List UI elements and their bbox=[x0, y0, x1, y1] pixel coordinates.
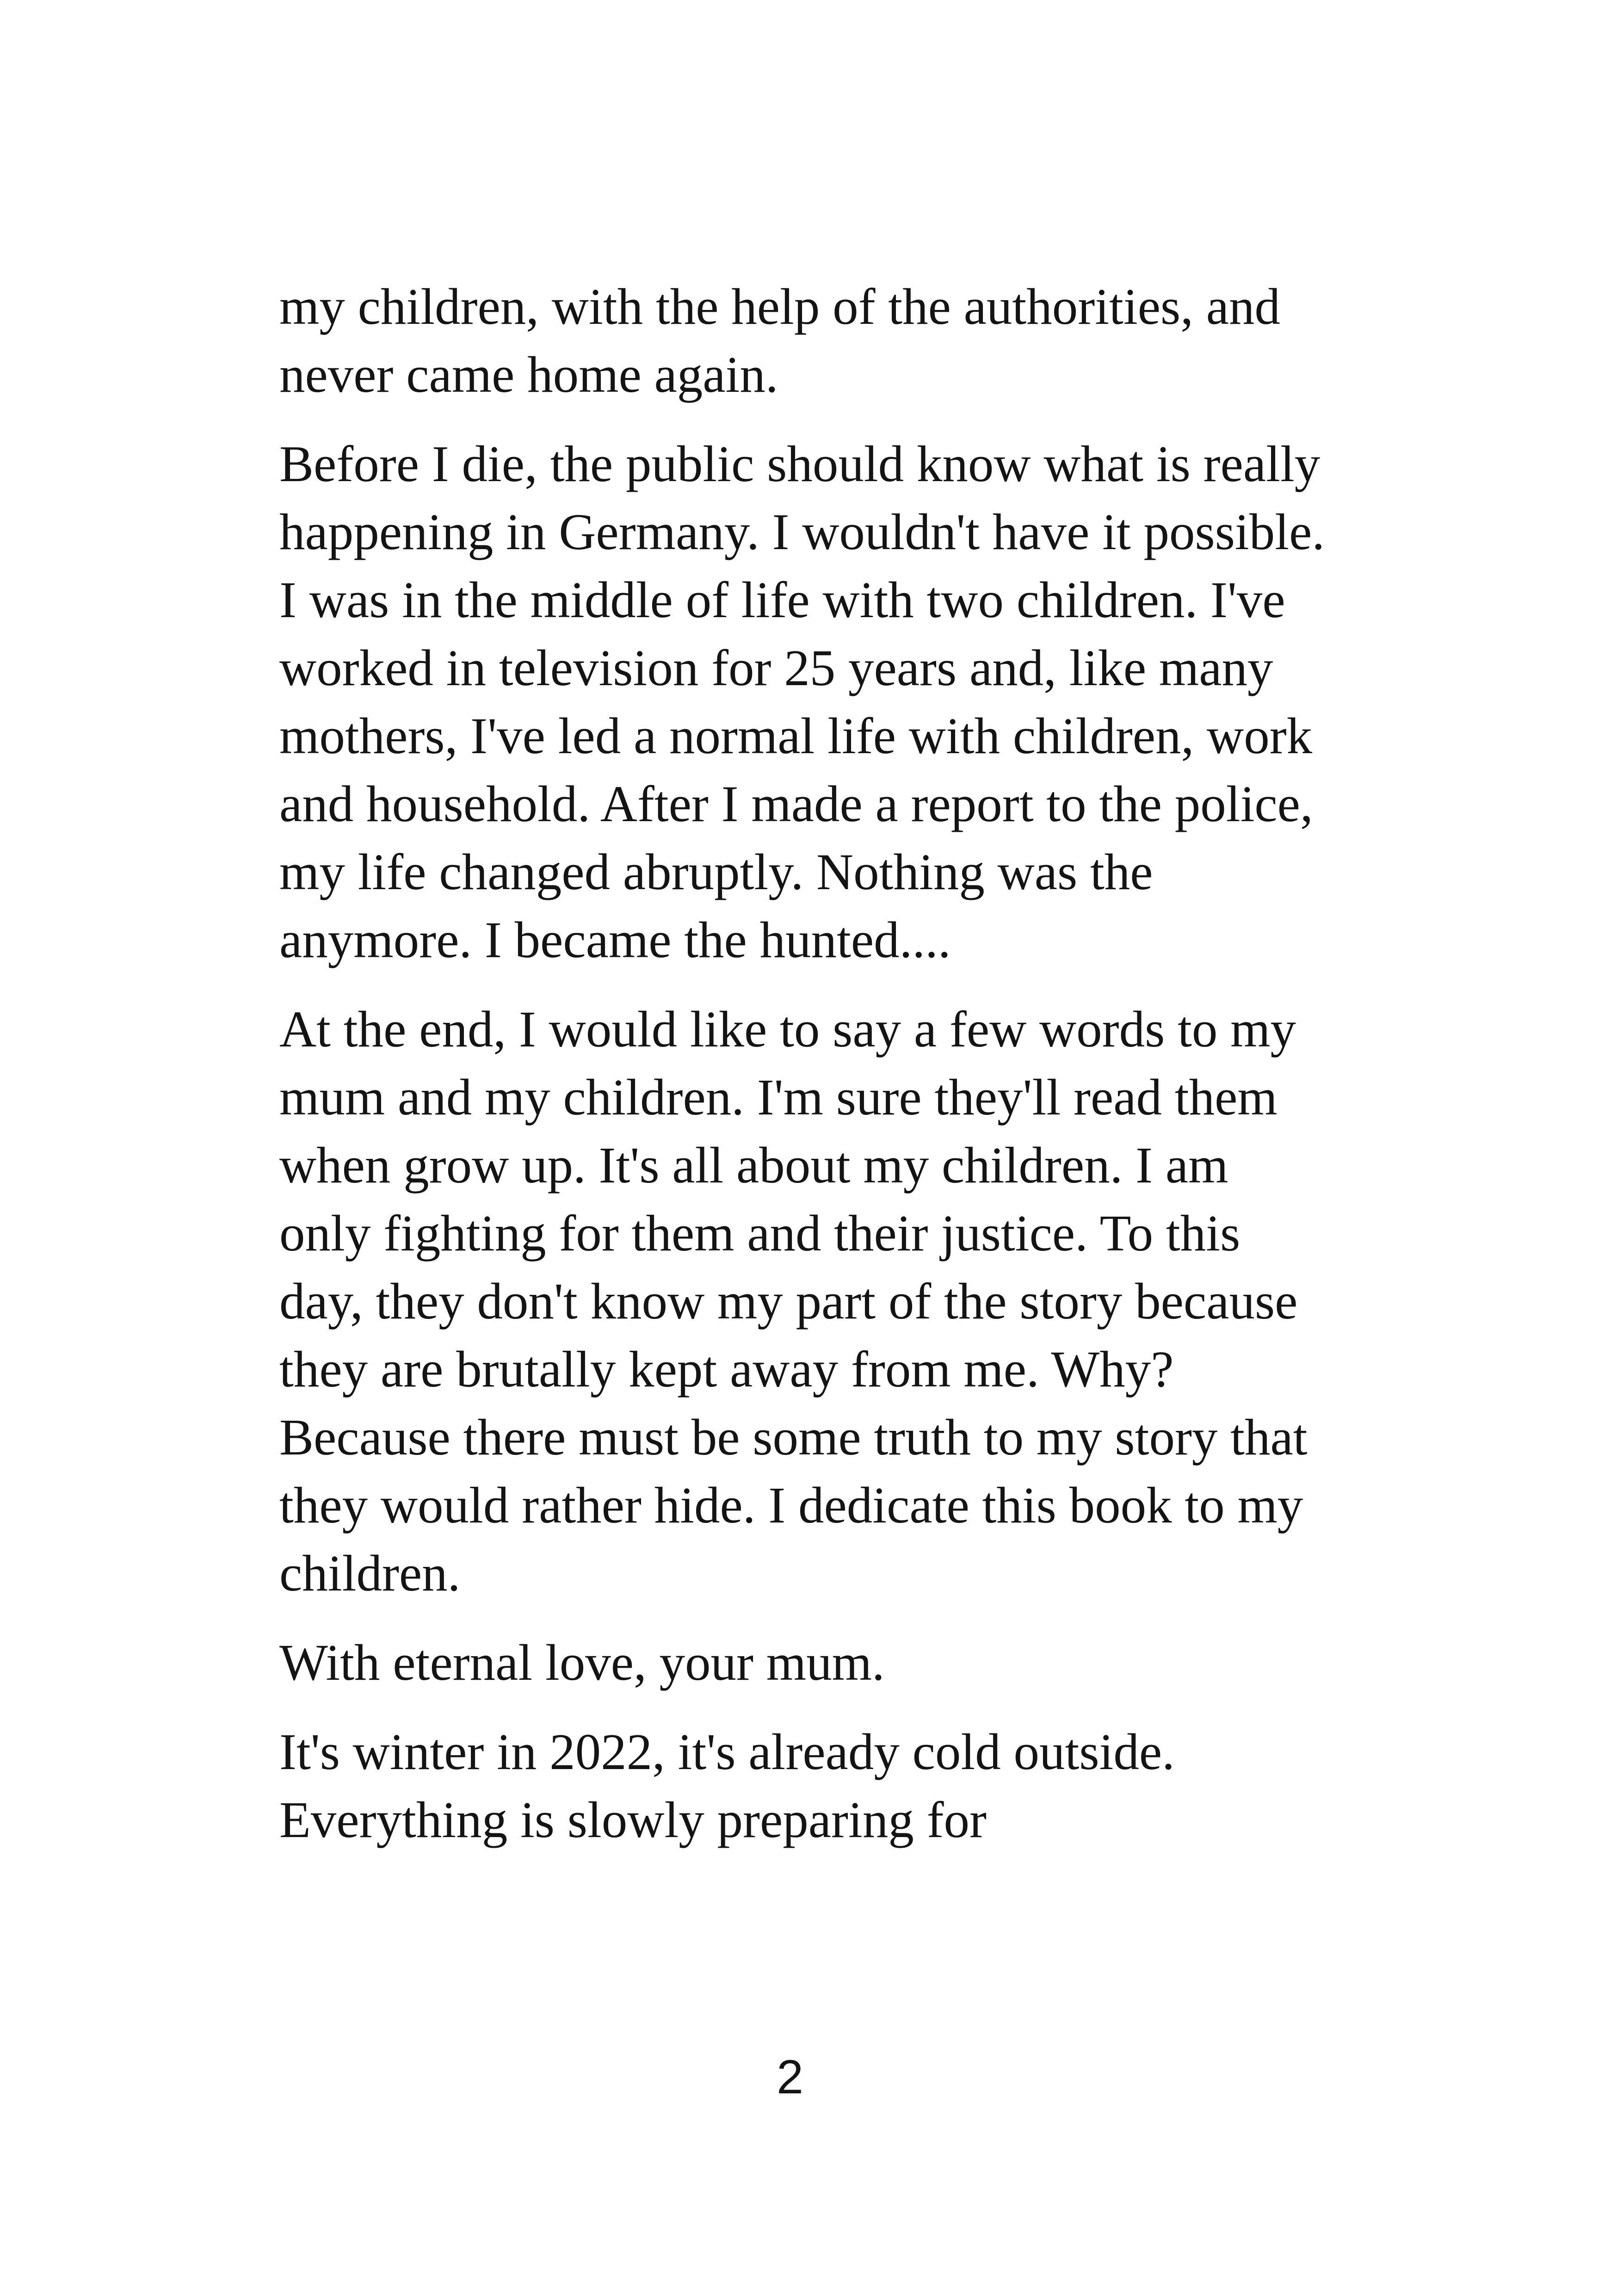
text-line: mothers, I've led a normal life with children, work bbox=[279, 708, 1313, 765]
paragraph bbox=[279, 430, 1380, 974]
page-number: 2 bbox=[777, 2050, 803, 2104]
text-line: happening in Germany. I wouldn't have it possible. bbox=[279, 504, 1325, 561]
text-line: when grow up. It's all about my children. I am bbox=[279, 1137, 1228, 1194]
text-line: mum and my children. I'm sure they'll read them bbox=[279, 1069, 1278, 1126]
paragraph bbox=[279, 1629, 1380, 1697]
paragraph bbox=[279, 273, 1380, 409]
text-line: they are brutally kept away from me. Why? bbox=[279, 1341, 1174, 1398]
text-line: anymore. I became the hunted.... bbox=[279, 912, 951, 969]
text-line: only fighting for them and their justice. To this bbox=[279, 1205, 1241, 1262]
text-line: my children, with the help of the authorities, and bbox=[279, 278, 1280, 335]
text-line: they would rather hide. I dedicate this book to my bbox=[279, 1477, 1303, 1534]
paragraph bbox=[279, 996, 1380, 1608]
text-line: worked in television for 25 years and, like many bbox=[279, 640, 1273, 697]
paragraph bbox=[279, 1718, 1380, 1854]
text-line: children. bbox=[279, 1545, 461, 1602]
text-line: never came home again. bbox=[279, 347, 778, 403]
text-line: With eternal love, your mum. bbox=[279, 1634, 885, 1691]
text-line: It's winter in 2022, it's already cold outside. bbox=[279, 1724, 1175, 1781]
text-line: day, they don't know my part of the story because bbox=[279, 1273, 1298, 1330]
text-line: I was in the middle of life with two children. I've bbox=[279, 572, 1285, 629]
text-line: Because there must be some truth to my story that bbox=[279, 1409, 1308, 1466]
body-text bbox=[279, 273, 1380, 1854]
text-line: At the end, I would like to say a few words to my bbox=[279, 1001, 1296, 1058]
text-line: and household. After I made a report to the police, bbox=[279, 776, 1313, 833]
text-line: Before I die, the public should know what is really bbox=[279, 436, 1321, 493]
text-line: my life changed abruptly. Nothing was the bbox=[279, 844, 1153, 901]
text-line: Everything is slowly preparing for bbox=[279, 1792, 987, 1849]
